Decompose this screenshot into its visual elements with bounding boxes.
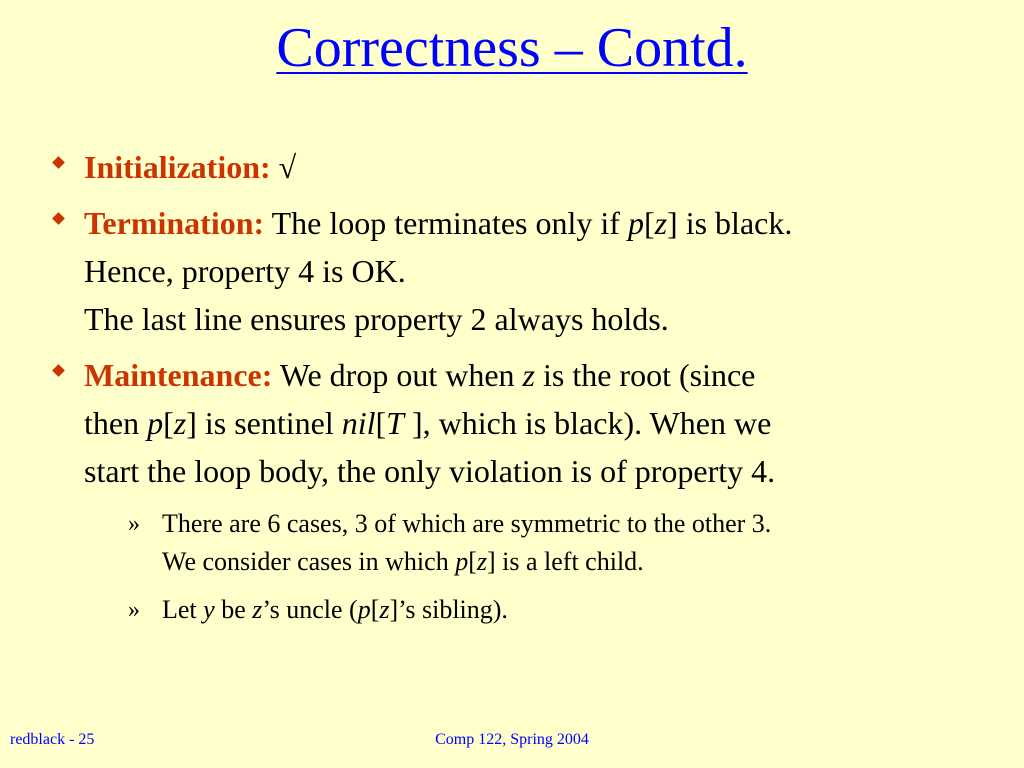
maintenance-label: Maintenance: — [84, 357, 273, 393]
termination-line-3: The last line ensures property 2 always holds. — [84, 301, 669, 337]
maintenance-line2-rest: ], which is black). When we — [411, 405, 772, 441]
math-nil: nil — [341, 405, 376, 441]
math-z: z — [654, 205, 668, 241]
bracket-open: [ — [163, 405, 174, 441]
bracket-open: [ — [643, 205, 655, 241]
sub-bullet-uncle — [84, 591, 990, 629]
diamond-bullet-icon — [52, 212, 65, 225]
sub-bullet-marker: » — [128, 511, 140, 537]
math-z: z — [476, 547, 487, 576]
bracket-open: [ — [468, 547, 477, 576]
math-p: p — [357, 595, 371, 624]
footer-slide-number: redblack - 25 — [10, 731, 95, 748]
math-p: p — [455, 547, 469, 576]
maintenance-text-rest: is the root (since — [542, 357, 756, 393]
math-z: z — [379, 595, 390, 624]
sub-bullet-cases-rest: ] is a left child. — [487, 547, 644, 576]
math-p: p — [627, 205, 644, 241]
math-p: p — [147, 405, 164, 441]
bullet-initialization — [50, 143, 990, 191]
maintenance-line-3: start the loop body, the only violation is of property 4. — [84, 453, 776, 489]
sub-bullet-be: be — [221, 595, 246, 624]
termination-line-2: Hence, property 4 is OK. — [84, 253, 406, 289]
math-z: z — [173, 405, 187, 441]
termination-label: Termination: — [84, 205, 265, 241]
termination-text: The loop terminates only if — [271, 205, 620, 241]
bracket-open: [ — [370, 595, 380, 624]
diamond-bullet-icon — [52, 156, 65, 169]
sub-bullet-marker: » — [128, 597, 140, 623]
maintenance-then: then — [84, 405, 140, 441]
math-z: z — [252, 595, 263, 624]
sub-bullet-let: Let — [162, 595, 197, 624]
sub-bullet-cases-line-1: There are 6 cases, 3 of which are symmetric to the other 3. — [162, 509, 772, 538]
bracket-open: [ — [375, 405, 387, 441]
bullet-list — [50, 143, 990, 637]
footer-course: Comp 122, Spring 2004 — [435, 731, 589, 748]
termination-text-end: ] is black. — [667, 205, 793, 241]
bullet-maintenance — [50, 351, 990, 629]
initialization-label: Initialization: — [84, 149, 271, 185]
math-z: z — [522, 357, 535, 393]
sub-bullet-cases-text: We consider cases in which — [162, 547, 449, 576]
math-y: y — [203, 595, 215, 624]
sub-bullet-cases — [84, 505, 990, 581]
math-T: T — [386, 405, 404, 441]
sub-bullet-uncle-text: ’s uncle ( — [262, 595, 358, 624]
slide-title: Correctness – Contd. — [276, 17, 748, 79]
maintenance-text: We drop out when — [279, 357, 515, 393]
diamond-bullet-icon — [52, 364, 65, 377]
checkmark-symbol: √ — [278, 149, 297, 185]
sub-bullet-uncle-rest: ]’s sibling). — [389, 595, 508, 624]
bullet-termination — [50, 199, 990, 343]
maintenance-sentinel: ] is sentinel — [186, 405, 334, 441]
